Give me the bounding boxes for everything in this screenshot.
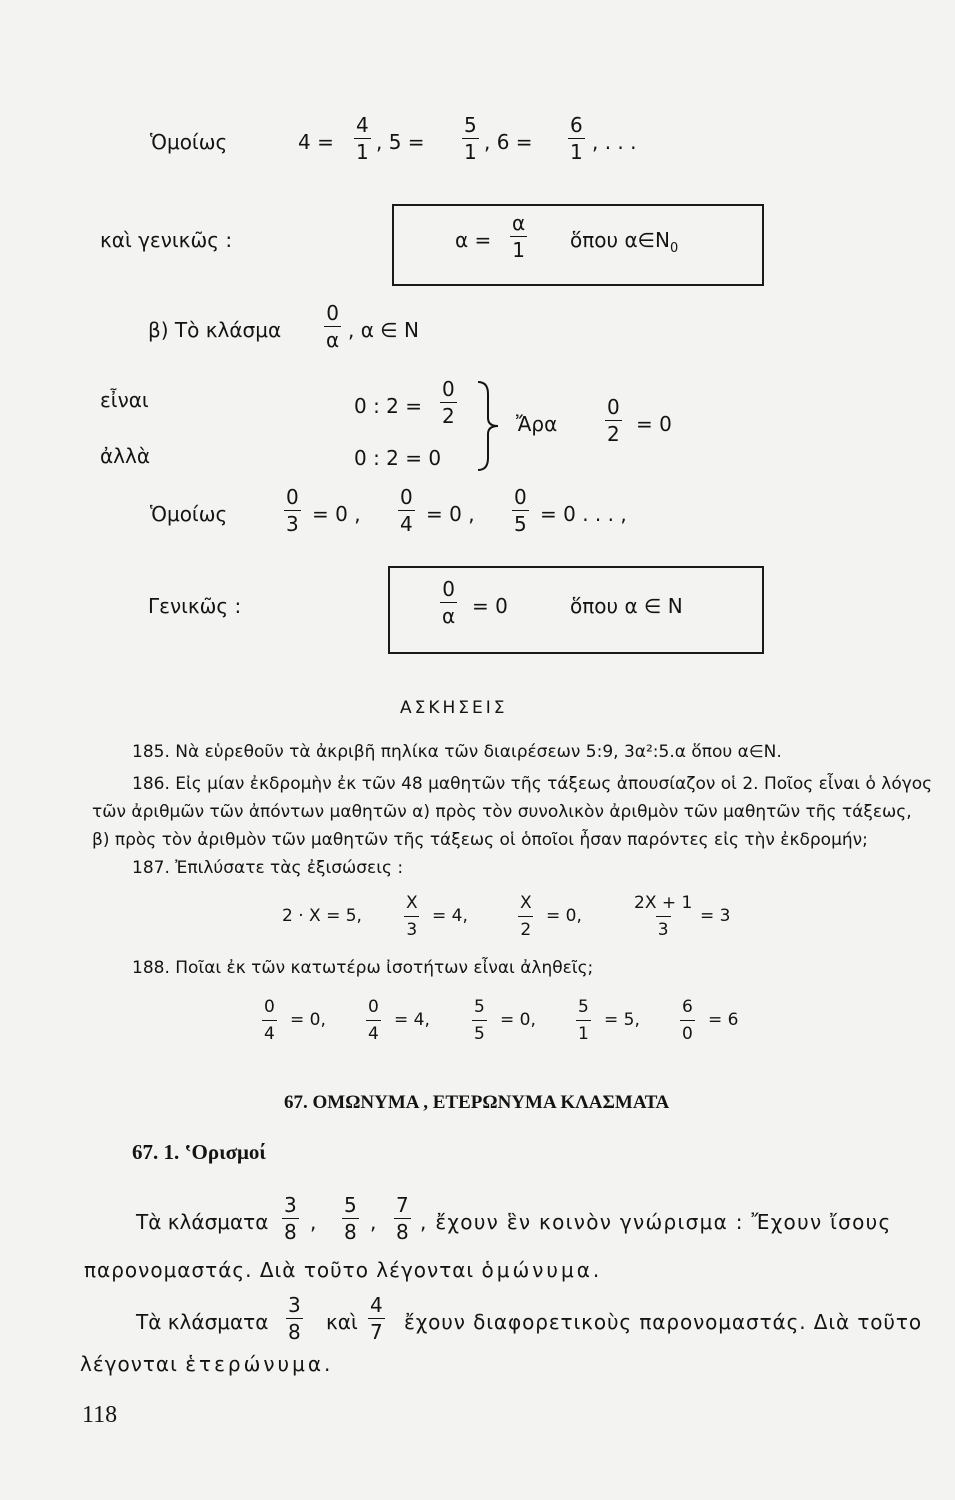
fraction-numerator: 0 (442, 577, 455, 601)
fraction-denominator: α (442, 604, 456, 628)
fraction-0-over-4-a (262, 996, 277, 1045)
exercise-188: 188. Ποῖαι ἐκ τῶν κατωτέρω ἰσοτήτων εἶναι ἀληθεῖς; (132, 958, 594, 978)
comma-1: , (310, 1210, 317, 1234)
alla-eq: 0 : 2 = 0 (354, 446, 442, 470)
fraction-denominator: 2 (607, 422, 620, 446)
fraction-denominator: 8 (284, 1220, 297, 1244)
eq-5-left: , 5 = (376, 130, 425, 154)
fraction-numerator: 4 (356, 113, 369, 137)
fraction-x-over-3 (404, 892, 420, 941)
fraction-x-over-2 (518, 892, 534, 941)
exercise-187: 187. Ἐπιλύσατε τὰς ἐξισώσεις : (132, 858, 404, 878)
fraction-numerator: 5 (464, 113, 477, 137)
fraction-numerator: 3 (288, 1293, 301, 1317)
fraction-numerator: 7 (396, 1193, 409, 1217)
equation-1: 2 · X = 5, (282, 906, 362, 926)
fraction-0-over-2 (440, 378, 457, 427)
para2-line2-text: λέγονται (80, 1352, 186, 1376)
eq-6-left: , 6 = (484, 130, 533, 154)
para1-line2 (84, 1258, 602, 1282)
fraction-denominator: 7 (370, 1320, 383, 1344)
fraction-denominator: 1 (570, 140, 583, 164)
fraction-numerator: 0 (368, 997, 379, 1017)
fraction-3-over-8-a (282, 1194, 299, 1243)
omoios2-b-right: = 0 , (426, 502, 475, 526)
omoios-label-1: Ὁμοίως (150, 130, 228, 154)
ellipsis: , . . . (592, 130, 637, 154)
fraction-5-over-1 (576, 996, 591, 1045)
fraction-4-over-1 (354, 114, 371, 163)
fraction-denominator: 2 (442, 404, 455, 428)
fraction-denominator: 3 (404, 916, 419, 941)
fraction-numerator: 4 (370, 1293, 383, 1317)
fraction-6-over-1 (568, 114, 585, 163)
right-brace-icon (476, 380, 500, 472)
fraction-5-over-1 (462, 114, 479, 163)
equality-e-right: = 6 (708, 1010, 739, 1030)
general-label-2: Γενικῶς : (148, 594, 242, 618)
fraction-numerator: 2X + 1 (634, 893, 693, 913)
general-condition (570, 228, 678, 256)
equality-b-right: = 4, (394, 1010, 430, 1030)
fraction-alpha-over-1 (510, 212, 527, 261)
exercise-186-line3: β) πρὸς τὸν ἀριθμὸν τῶν μαθητῶν τῆς τάξεως οἱ ὁποῖοι ἦσαν παρόντες εἰς τὴν ἐκδρομήν; (92, 830, 868, 850)
equality-c-right: = 0, (500, 1010, 536, 1030)
fraction-numerator: α (512, 211, 526, 235)
fraction-6-over-0 (680, 996, 695, 1045)
para2-lead: Τὰ κλάσματα (136, 1310, 269, 1334)
equation-4-right: = 3 (700, 906, 731, 926)
fraction-2x-plus-1-over-3 (632, 892, 694, 941)
subsection-67-1-heading: 67. 1. ʽΟρισμοί (132, 1140, 266, 1164)
para1-rest: , ἔχουν ἓν κοινὸν γνώρισμα : Ἔχουν ἴσους (420, 1210, 892, 1234)
fraction-5-over-8 (342, 1194, 359, 1243)
page-number: 118 (82, 1402, 118, 1428)
para2-line2 (80, 1352, 333, 1376)
fraction-denominator: 4 (400, 512, 413, 536)
fraction-ara-0-over-2 (605, 396, 622, 445)
equality-a-right: = 0, (290, 1010, 326, 1030)
fraction-numerator: X (406, 893, 418, 913)
condition-text: ὅπου α∈N (570, 228, 671, 252)
para2-kai: καὶ (326, 1310, 358, 1334)
general-label-1: καὶ γενικῶς : (100, 228, 233, 252)
fraction-denominator: 8 (344, 1220, 357, 1244)
omoios-label-2: Ὁμοίως (150, 502, 228, 526)
beta-condition: , α ∈ N (348, 318, 419, 342)
comma-2: , (370, 1210, 377, 1234)
fraction-0-over-alpha-2 (440, 578, 457, 627)
einai-eq-left: 0 : 2 = (354, 394, 423, 418)
fraction-denominator: 8 (396, 1220, 409, 1244)
fraction-denominator: 2 (518, 916, 533, 941)
fraction-numerator: 0 (326, 301, 339, 325)
fraction-denominator: α (326, 328, 340, 352)
fraction-3-over-8-b (286, 1294, 303, 1343)
fraction-7-over-8 (394, 1194, 411, 1243)
fraction-4-over-7 (368, 1294, 385, 1343)
term-heteronyma: ἑτερώνυμα. (185, 1352, 334, 1376)
equation-3-right: = 0, (546, 906, 582, 926)
fraction-numerator: 0 (264, 997, 275, 1017)
fraction-numerator: 6 (570, 113, 583, 137)
einai-label: εἶναι (100, 388, 149, 412)
para1-line2-text: παρονομαστάς. Διὰ τοῦτο λέγονται (84, 1258, 482, 1282)
fraction-numerator: 5 (474, 997, 485, 1017)
equation-2-right: = 4, (432, 906, 468, 926)
alla-label: ἀλλὰ (100, 444, 151, 468)
fraction-denominator: 1 (512, 238, 525, 262)
fraction-numerator: 0 (514, 485, 527, 509)
general2-right: = 0 (472, 594, 508, 618)
fraction-denominator: 8 (288, 1320, 301, 1344)
exercise-186-line1: 186. Εἰς μίαν ἐκδρομὴν ἐκ τῶν 48 μαθητῶν τῆς τάξεως ἀπουσίαζον οἱ 2. Ποῖος εἶναι ὁ λόγος (132, 774, 933, 794)
fraction-0-over-5 (512, 486, 529, 535)
general-formula-left: α = (455, 228, 492, 252)
fraction-denominator: 4 (366, 1020, 381, 1045)
fraction-numerator: 0 (286, 485, 299, 509)
fraction-numerator: X (520, 893, 532, 913)
fraction-denominator: 5 (514, 512, 527, 536)
fraction-denominator: 3 (656, 916, 671, 941)
ara-right: = 0 (636, 412, 672, 436)
fraction-0-over-4 (398, 486, 415, 535)
omoios2-a-right: = 0 , (312, 502, 361, 526)
fraction-denominator: 4 (262, 1020, 277, 1045)
fraction-denominator: 0 (680, 1020, 695, 1045)
fraction-denominator: 1 (464, 140, 477, 164)
exercise-186-line2: τῶν ἀριθμῶν τῶν ἀπόντων μαθητῶν α) πρὸς τὸν συνολικὸν ἀριθμὸν τῶν μαθητῶν τῆς τάξεως, (92, 802, 912, 822)
fraction-numerator: 5 (344, 1193, 357, 1217)
ara-label: Ἄρα (516, 412, 558, 436)
fraction-numerator: 0 (400, 485, 413, 509)
eq-4-left: 4 = (298, 130, 334, 154)
para2-rest: ἔχουν διαφορετικοὺς παρονομαστάς. Διὰ τοῦτο (404, 1310, 922, 1334)
fraction-denominator: 3 (286, 512, 299, 536)
para1-lead: Τὰ κλάσματα (136, 1210, 269, 1234)
fraction-5-over-5 (472, 996, 487, 1045)
equality-d-right: = 5, (604, 1010, 640, 1030)
fraction-numerator: 0 (607, 395, 620, 419)
omoios2-c-right: = 0 . . . , (540, 502, 627, 526)
general2-condition: ὅπου α ∈ N (570, 594, 683, 618)
beta-label: β) Τὸ κλάσμα (148, 318, 282, 342)
fraction-numerator: 6 (682, 997, 693, 1017)
fraction-numerator: 3 (284, 1193, 297, 1217)
section-67-heading: 67. ΟΜΩΝΥΜΑ , ΕΤΕΡΩΝΥΜΑ ΚΛΑΣΜΑΤΑ (284, 1092, 670, 1113)
fraction-numerator: 0 (442, 377, 455, 401)
fraction-denominator: 1 (576, 1020, 591, 1045)
condition-subscript: 0 (670, 241, 679, 256)
fraction-0-over-4-b (366, 996, 381, 1045)
term-homonyma: ὁμώνυμα. (481, 1258, 603, 1282)
fraction-0-over-3 (284, 486, 301, 535)
fraction-0-over-alpha (324, 302, 341, 351)
fraction-numerator: 5 (578, 997, 589, 1017)
exercise-185: 185. Νὰ εὑρεθοῦν τὰ ἀκριβῆ πηλίκα τῶν διαιρέσεων 5:9, 3α²:5.α ὅπου α∈N. (132, 742, 782, 762)
fraction-denominator: 5 (472, 1020, 487, 1045)
exercises-heading: ΑΣΚΗΣΕΙΣ (400, 698, 508, 718)
fraction-denominator: 1 (356, 140, 369, 164)
